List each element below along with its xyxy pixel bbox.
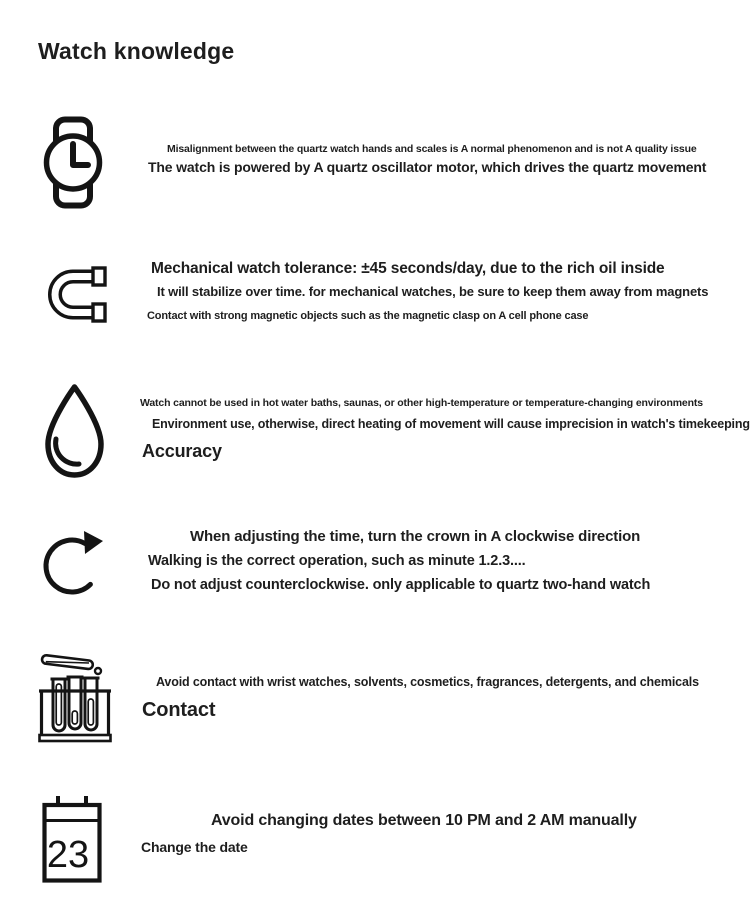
magnetism-line-3: Contact with strong magnetic objects such as the magnetic clasp on A cell phone case <box>147 310 589 322</box>
date-line-2: Change the date <box>141 839 248 855</box>
adjustment-line-1: When adjusting the time, turn the crown in A clockwise direction <box>190 528 641 545</box>
accuracy-line-1: Watch cannot be used in hot water baths, saunas, or other high-temperature or temperature-changing environments <box>140 397 703 409</box>
magnetism-line-2: It will stabilize over time. for mechanical watches, be sure to keep them away from magnets <box>157 284 709 299</box>
page-title: Watch knowledge <box>38 38 235 64</box>
magnet-icon <box>43 266 107 323</box>
contact-line-1: Avoid contact with wrist watches, solvents, cosmetics, fragrances, detergents, and chemicals <box>156 675 699 689</box>
accuracy-heading: Accuracy <box>142 441 222 461</box>
water-drop-icon <box>42 383 107 480</box>
date-line-1: Avoid changing dates between 10 PM and 2 AM manually <box>211 812 637 829</box>
test-tubes-icon <box>38 650 112 744</box>
accuracy-line-2: Environment use, otherwise, direct heating of movement will cause imprecision in watch's timekeeping <box>152 417 750 431</box>
wristwatch-icon <box>43 116 103 209</box>
adjustment-line-2: Walking is the correct operation, such as minute 1.2.3.... <box>148 553 526 569</box>
clockwise-arrow-icon <box>42 528 107 600</box>
quartz-note-small: Misalignment between the quartz watch hands and scales is A normal phenomenon and is not A quality issue <box>167 143 697 155</box>
contact-heading: Contact <box>142 699 216 721</box>
magnetism-line-1: Mechanical watch tolerance: ±45 seconds/day, due to the rich oil inside <box>151 260 665 277</box>
adjustment-line-3: Do not adjust counterclockwise. only applicable to quartz two-hand watch <box>151 577 651 593</box>
calendar-day-number: 23 <box>46 834 90 876</box>
calendar-icon <box>42 795 102 883</box>
quartz-note-main: The watch is powered by A quartz oscillator motor, which drives the quartz movement <box>148 159 707 175</box>
